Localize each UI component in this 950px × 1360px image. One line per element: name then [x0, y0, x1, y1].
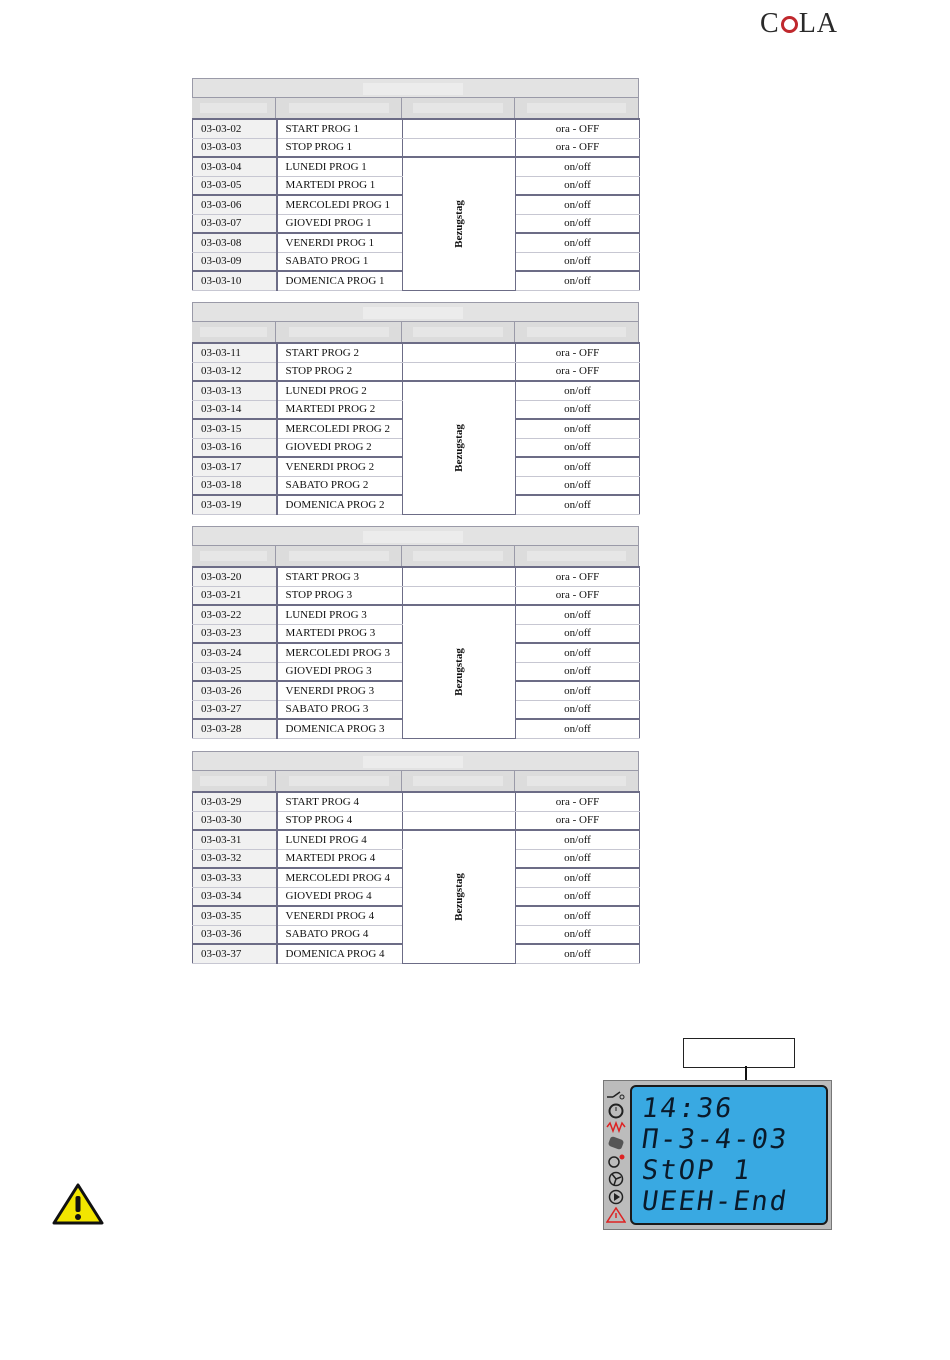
param-value: on/off	[516, 176, 640, 195]
table-row	[193, 381, 640, 400]
clock-icon	[606, 1103, 626, 1119]
param-label: MERCOLEDI PROG 2	[277, 419, 403, 438]
bezugstag-label: Bezugstag	[452, 647, 465, 696]
param-value: on/off	[516, 830, 640, 849]
param-label: LUNEDI PROG 3	[277, 605, 403, 624]
param-code: 03-03-17	[193, 457, 277, 476]
table-column-header	[192, 322, 639, 342]
param-code: 03-03-35	[193, 906, 277, 925]
table-row	[193, 138, 640, 157]
param-empty-cell	[403, 586, 516, 605]
program-table-3	[192, 526, 639, 739]
param-label: GIOVEDI PROG 2	[277, 438, 403, 457]
param-code: 03-03-18	[193, 476, 277, 495]
param-code: 03-03-33	[193, 868, 277, 887]
param-value: on/off	[516, 476, 640, 495]
param-code: 03-03-13	[193, 381, 277, 400]
param-label: STOP PROG 2	[277, 362, 403, 381]
table-row	[193, 605, 640, 624]
param-label: MERCOLEDI PROG 3	[277, 643, 403, 662]
param-code: 03-03-26	[193, 681, 277, 700]
param-value: on/off	[516, 252, 640, 271]
lcd-line-time: 14:36	[639, 1093, 736, 1124]
param-label: LUNEDI PROG 1	[277, 157, 403, 176]
status-icon-column	[606, 1089, 628, 1225]
param-code: 03-03-23	[193, 624, 277, 643]
param-code: 03-03-36	[193, 925, 277, 944]
table-column-header	[192, 98, 639, 118]
param-label: GIOVEDI PROG 3	[277, 662, 403, 681]
table-title-bar	[192, 78, 639, 98]
table-column-header	[192, 546, 639, 566]
param-label: SABATO PROG 1	[277, 252, 403, 271]
param-value: ora - OFF	[516, 792, 640, 811]
param-code: 03-03-25	[193, 662, 277, 681]
table-row	[193, 811, 640, 830]
param-code: 03-03-08	[193, 233, 277, 252]
param-code: 03-03-29	[193, 792, 277, 811]
table-column-header	[192, 771, 639, 791]
param-value: on/off	[516, 214, 640, 233]
param-value: ora - OFF	[516, 343, 640, 362]
controller-display-panel	[603, 1080, 832, 1230]
table-row	[193, 157, 640, 176]
param-value: on/off	[516, 624, 640, 643]
param-label: MARTEDI PROG 3	[277, 624, 403, 643]
param-code: 03-03-05	[193, 176, 277, 195]
lcd-screen	[630, 1085, 828, 1225]
table-row	[193, 343, 640, 362]
lcd-line-parameter: Π-3-4-03	[639, 1124, 791, 1155]
param-label: SABATO PROG 3	[277, 700, 403, 719]
param-value: on/off	[516, 681, 640, 700]
param-label: SABATO PROG 2	[277, 476, 403, 495]
param-label: LUNEDI PROG 2	[277, 381, 403, 400]
merged-column-cell	[403, 830, 516, 963]
param-label: MERCOLEDI PROG 1	[277, 195, 403, 214]
fan-icon	[606, 1171, 626, 1187]
param-code: 03-03-10	[193, 271, 277, 290]
callout-box	[683, 1038, 795, 1068]
param-label: DOMENICA PROG 3	[277, 719, 403, 738]
param-label: DOMENICA PROG 1	[277, 271, 403, 290]
pump-icon	[606, 1189, 626, 1205]
param-code: 03-03-16	[193, 438, 277, 457]
param-label: GIOVEDI PROG 1	[277, 214, 403, 233]
param-code: 03-03-34	[193, 887, 277, 906]
param-code: 03-03-12	[193, 362, 277, 381]
param-code: 03-03-24	[193, 643, 277, 662]
logo-ring-icon	[781, 16, 798, 33]
param-label: MERCOLEDI PROG 4	[277, 868, 403, 887]
param-value: on/off	[516, 906, 640, 925]
table-row	[193, 567, 640, 586]
table-row	[193, 830, 640, 849]
param-code: 03-03-20	[193, 567, 277, 586]
lcd-line-program: StOP 1	[639, 1155, 754, 1186]
param-label: STOP PROG 4	[277, 811, 403, 830]
param-value: on/off	[516, 438, 640, 457]
bezugstag-label: Bezugstag	[452, 423, 465, 472]
param-value: on/off	[516, 457, 640, 476]
cola-logo: C LA	[760, 8, 839, 39]
param-value: on/off	[516, 495, 640, 514]
param-value: on/off	[516, 849, 640, 868]
param-code: 03-03-11	[193, 343, 277, 362]
program-table-4	[192, 751, 639, 964]
param-value: on/off	[516, 400, 640, 419]
param-value: ora - OFF	[516, 567, 640, 586]
param-empty-cell	[403, 567, 516, 586]
table-title-bar	[192, 526, 639, 546]
param-value: on/off	[516, 868, 640, 887]
merged-column-cell	[403, 157, 516, 290]
param-empty-cell	[403, 792, 516, 811]
heater-icon	[606, 1121, 626, 1133]
param-label: VENERDI PROG 3	[277, 681, 403, 700]
param-label: START PROG 2	[277, 343, 403, 362]
merged-column-cell	[403, 381, 516, 514]
param-label: DOMENICA PROG 2	[277, 495, 403, 514]
param-value: ora - OFF	[516, 586, 640, 605]
param-code: 03-03-22	[193, 605, 277, 624]
param-value: on/off	[516, 925, 640, 944]
param-empty-cell	[403, 119, 516, 138]
param-code: 03-03-03	[193, 138, 277, 157]
table-title-bar	[192, 751, 639, 771]
param-code: 03-03-27	[193, 700, 277, 719]
param-empty-cell	[403, 811, 516, 830]
param-label: LUNEDI PROG 4	[277, 830, 403, 849]
param-value: ora - OFF	[516, 138, 640, 157]
param-label: VENERDI PROG 2	[277, 457, 403, 476]
param-label: START PROG 3	[277, 567, 403, 586]
program-table-2	[192, 302, 639, 515]
param-label: GIOVEDI PROG 4	[277, 887, 403, 906]
param-code: 03-03-15	[193, 419, 277, 438]
param-label: MARTEDI PROG 4	[277, 849, 403, 868]
param-code: 03-03-04	[193, 157, 277, 176]
param-label: MARTEDI PROG 2	[277, 400, 403, 419]
fan-coil-icon	[606, 1135, 626, 1151]
param-code: 03-03-14	[193, 400, 277, 419]
param-value: on/off	[516, 700, 640, 719]
param-label: START PROG 1	[277, 119, 403, 138]
param-code: 03-03-07	[193, 214, 277, 233]
param-code: 03-03-19	[193, 495, 277, 514]
param-value: on/off	[516, 605, 640, 624]
bezugstag-label: Bezugstag	[452, 872, 465, 921]
program-table-1	[192, 78, 639, 291]
param-code: 03-03-31	[193, 830, 277, 849]
table-row	[193, 586, 640, 605]
param-value: on/off	[516, 233, 640, 252]
param-code: 03-03-02	[193, 119, 277, 138]
lcd-line-week: UEEH-End	[639, 1186, 791, 1217]
param-label: VENERDI PROG 1	[277, 233, 403, 252]
param-label: STOP PROG 3	[277, 586, 403, 605]
param-code: 03-03-09	[193, 252, 277, 271]
param-value: ora - OFF	[516, 362, 640, 381]
table-title-bar	[192, 302, 639, 322]
param-code: 03-03-37	[193, 944, 277, 963]
param-label: SABATO PROG 4	[277, 925, 403, 944]
param-empty-cell	[403, 343, 516, 362]
param-value: on/off	[516, 643, 640, 662]
param-value: ora - OFF	[516, 119, 640, 138]
param-label: MARTEDI PROG 1	[277, 176, 403, 195]
table-row	[193, 362, 640, 381]
param-value: on/off	[516, 662, 640, 681]
param-code: 03-03-06	[193, 195, 277, 214]
table-row	[193, 792, 640, 811]
param-label: DOMENICA PROG 4	[277, 944, 403, 963]
param-value: on/off	[516, 195, 640, 214]
param-label: START PROG 4	[277, 792, 403, 811]
param-empty-cell	[403, 138, 516, 157]
param-value: on/off	[516, 887, 640, 906]
param-code: 03-03-32	[193, 849, 277, 868]
param-value: on/off	[516, 271, 640, 290]
param-value: on/off	[516, 381, 640, 400]
merged-column-cell	[403, 605, 516, 738]
param-code: 03-03-28	[193, 719, 277, 738]
warning-icon	[52, 1183, 104, 1225]
param-empty-cell	[403, 362, 516, 381]
param-value: on/off	[516, 157, 640, 176]
param-code: 03-03-30	[193, 811, 277, 830]
flame-icon	[606, 1153, 626, 1169]
param-value: on/off	[516, 419, 640, 438]
param-label: STOP PROG 1	[277, 138, 403, 157]
param-code: 03-03-21	[193, 586, 277, 605]
bezugstag-label: Bezugstag	[452, 199, 465, 248]
param-value: on/off	[516, 944, 640, 963]
switch-icon	[606, 1089, 626, 1101]
table-row	[193, 119, 640, 138]
warning-icon	[606, 1207, 626, 1223]
param-value: ora - OFF	[516, 811, 640, 830]
param-value: on/off	[516, 719, 640, 738]
param-label: VENERDI PROG 4	[277, 906, 403, 925]
